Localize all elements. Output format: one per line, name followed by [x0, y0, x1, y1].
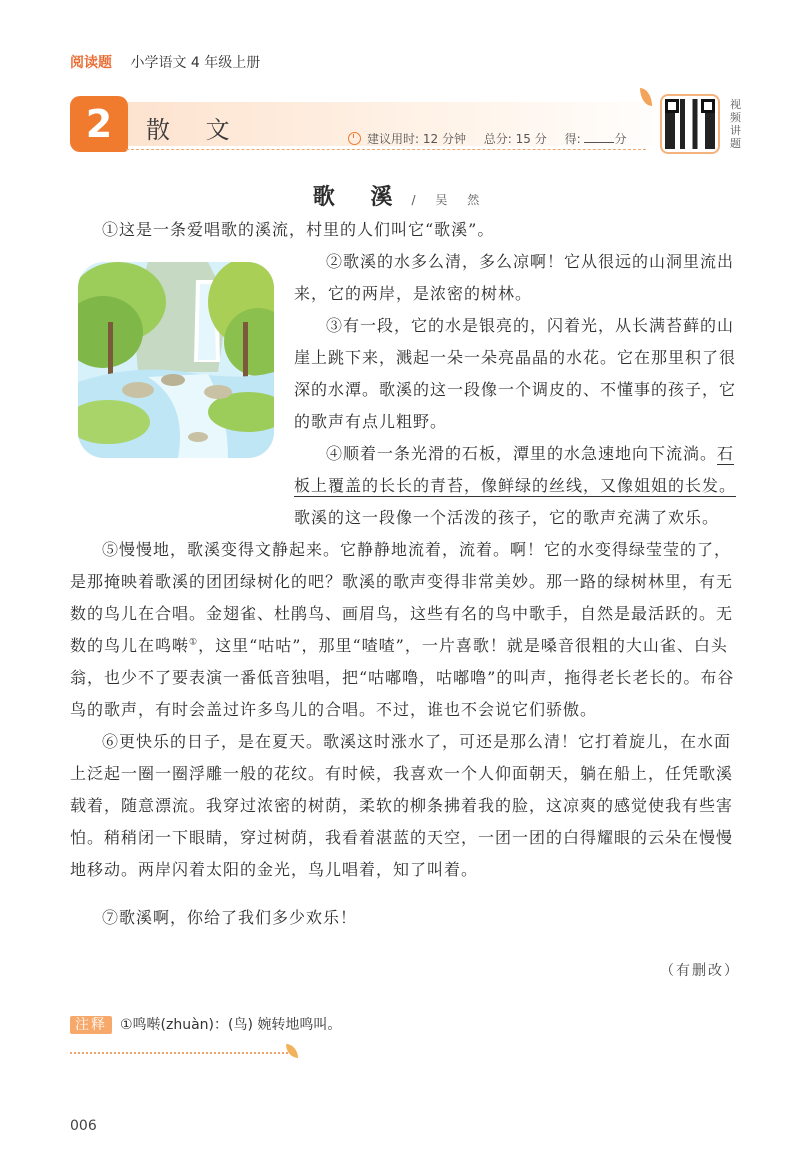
illustration-stream: [78, 262, 274, 458]
section-name: 散 文: [146, 116, 244, 144]
header-rule: [126, 149, 646, 150]
paragraph-3: [294, 310, 744, 438]
p5-part-b: ，这里“咕咕”，那里“喳喳”，一片喜歌！就是嗓音很粗的大山雀、白头翁，也少不了要表演一番低音独唱，把“咕嘟噜，咕嘟噜”的叫声，拖得老长老长的。布谷鸟的歌声，有时会盖过许多鸟儿的合唱。不过，谁也不会说它们骄傲。: [70, 636, 735, 719]
qr-code[interactable]: [660, 94, 720, 154]
paragraph-1-text: ①这是一条爱唱歌的溪流，村里的人们叫它“歌溪”。: [102, 220, 495, 239]
paragraph-5-text: [70, 534, 742, 726]
paragraph-4-text-a: [294, 438, 744, 534]
p4-start: ④顺着一条光滑的石板，潭里的水急速地向下流淌。: [326, 444, 718, 463]
section-header: [70, 96, 741, 160]
running-header: [70, 52, 260, 72]
p4-underlined: 石板上覆盖的长长的青苔，像鲜绿的丝线，又像姐姐的长发。: [294, 444, 737, 495]
exercise-meta: [348, 130, 626, 147]
paragraph-6: [70, 726, 742, 886]
suggested-time: 建议用时: 12 分钟: [367, 132, 466, 146]
p4-end: 歌溪的这一段像一个活泼的孩子，它的歌声充满了欢乐。: [294, 508, 720, 527]
footnote-ref[interactable]: ①: [189, 637, 199, 648]
paragraph-2-text: ②歌溪的水多么清，多么凉啊！它从很远的山洞里流出来，它的两岸，是浓密的树林。: [294, 252, 735, 303]
score-blank: [584, 142, 614, 143]
leaf-icon: [286, 1044, 298, 1058]
book-title: 小学语文 4 年级上册: [130, 55, 261, 71]
annotation-text: ①鸣啭(zhuàn)：(鸟) 婉转地鸣叫。: [120, 1017, 342, 1033]
paragraph-6-text: ⑥更快乐的日子，是在夏天。歌溪这时涨水了，可还是那么清！它打着旋儿，在水面上泛起一圈一圈浮雕一般的花纹。有时候，我喜欢一个人仰面朝天，躺在船上，任凭歌溪载着，随意漂流。我穿过浓密的树荫，柔软的柳条拂着我的脸，这凉爽的感觉使我有些害怕。稍稍闭一下眼睛，穿过树荫，我看着湛蓝的天空，一团一团的白得耀眼的云朵在慢慢地移动。两岸闪着太阳的金光，鸟儿唱着，知了叫着。: [70, 732, 734, 879]
score-label: 得:: [564, 132, 581, 146]
annotation-rule: [70, 1052, 292, 1054]
paragraph-7: [70, 902, 742, 934]
source-note: （有删改）: [660, 963, 740, 979]
qr-code-pattern: [665, 99, 715, 149]
p5-part-a: ⑤慢慢地，歌溪变得文静起来。它静静地流着，流着。啊！它的水变得绿莹莹的了，是那掩映着歌溪的团团绿树化的吧？歌溪的歌声变得非常美妙。那一路的绿树林里，有无数的鸟儿在合唱。金翅雀、杜鹃鸟、画眉鸟，这些有名的鸟中歌手，自然是最活跃的。无数的鸟儿在鸣啭: [70, 540, 734, 655]
stream-illustration-svg: [78, 262, 274, 458]
paragraph-1: [70, 214, 742, 246]
score-unit: 分: [614, 132, 627, 146]
annotation: [70, 1014, 341, 1034]
article-title-line: [0, 180, 800, 211]
paragraph-5: [70, 534, 742, 726]
total-score: 总分: 15 分: [483, 132, 547, 146]
page-number: 006: [70, 1118, 97, 1134]
qr-label: 视频讲题: [730, 98, 741, 150]
annotation-label: 注释: [70, 1016, 112, 1034]
paragraph-2: [294, 246, 744, 310]
paragraph-4-first-line: [294, 438, 744, 534]
paragraph-7-text: ⑦歌溪啊，你给了我们多少欢乐！: [102, 908, 358, 927]
category-tag: 阅读题: [70, 55, 112, 71]
article-author: / 吴 然: [411, 193, 488, 207]
section-number-badge: 2: [70, 96, 128, 152]
clock-icon: [348, 132, 361, 145]
paragraph-3-text: ③有一段，它的水是银亮的，闪着光，从长满苔藓的山崖上跳下来，溅起一朵一朵亮晶晶的水花。它在那里积了很深的水潭。歌溪的这一段像一个调皮的、不懂事的孩子，它的歌声有点儿粗野。: [294, 316, 737, 431]
article-title: 歌 溪: [312, 185, 407, 210]
